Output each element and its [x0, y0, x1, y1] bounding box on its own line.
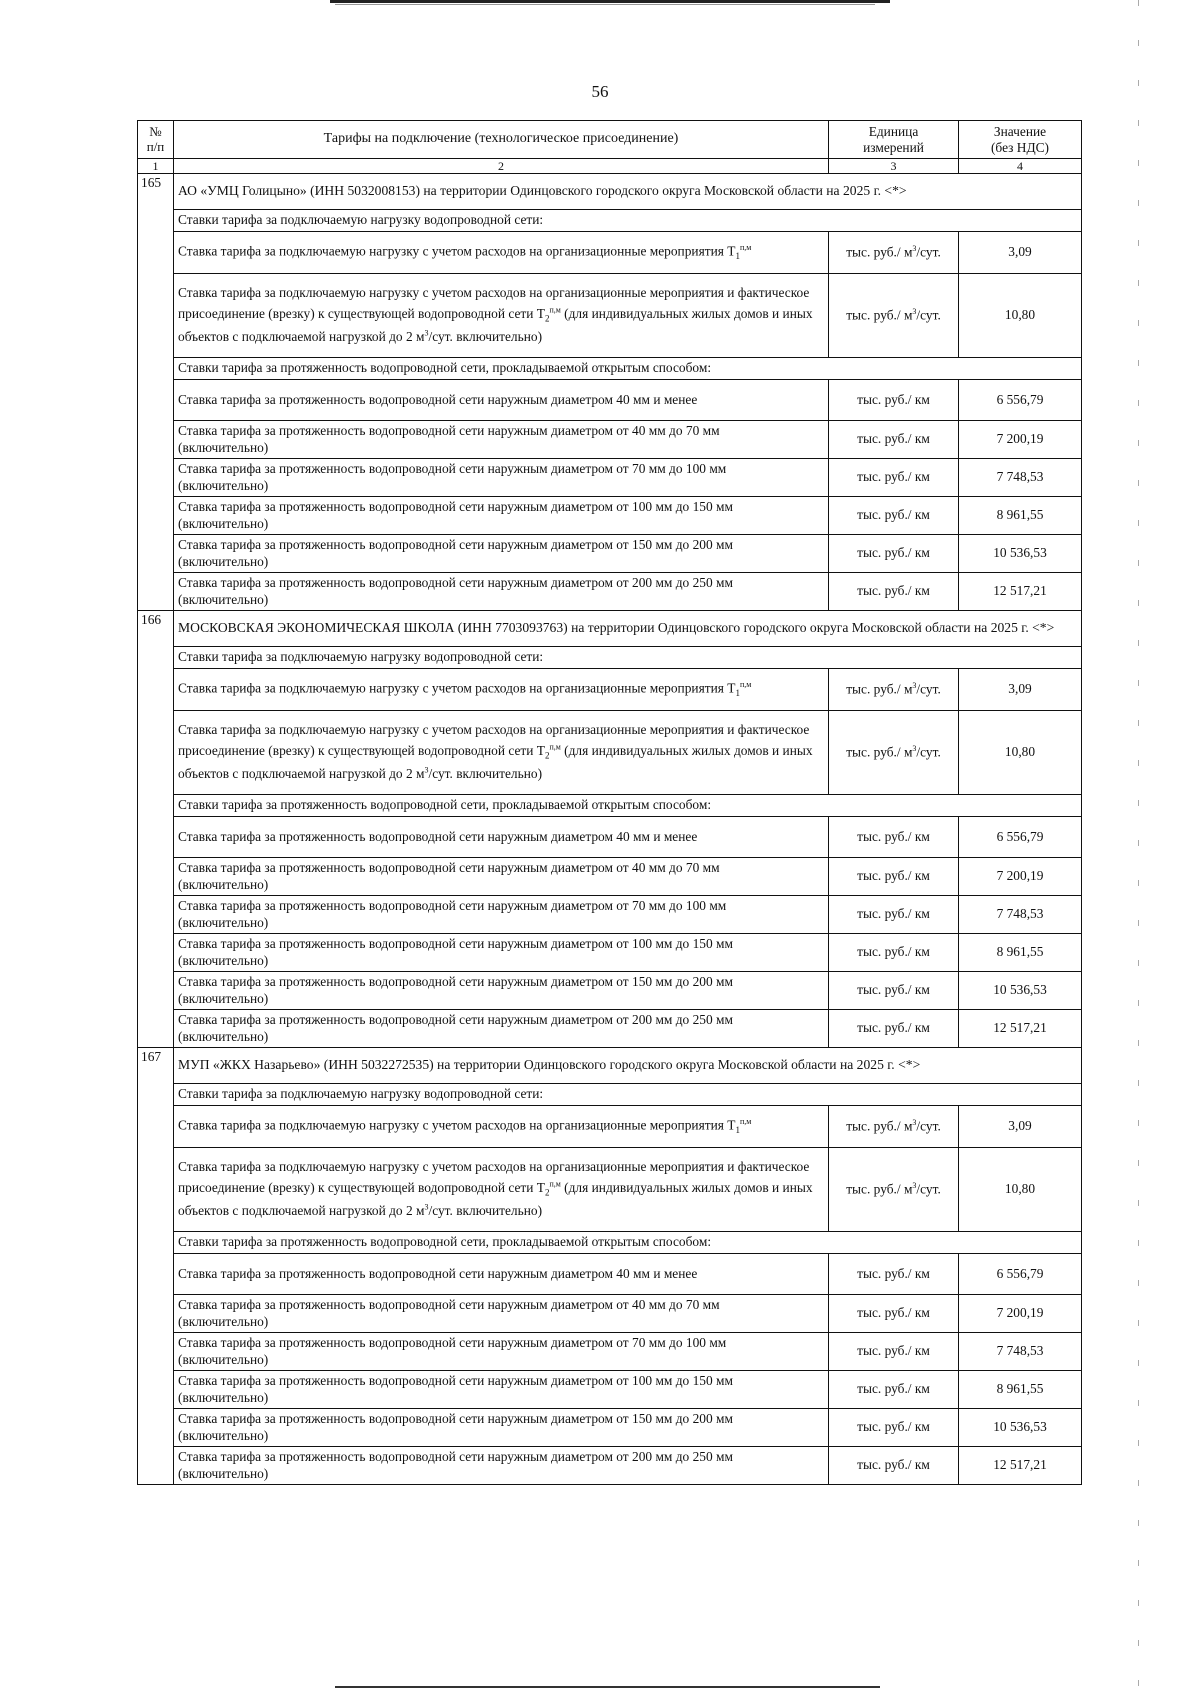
rate-unit: тыс. руб./ км [829, 858, 959, 896]
table-row [138, 421, 1082, 459]
rate-label [174, 669, 829, 711]
unit-sup: 3 [912, 244, 917, 254]
section-number: 166 [138, 611, 174, 1048]
rate-value: 8 961,55 [959, 934, 1082, 972]
rate-label-sub: 2 [544, 750, 550, 761]
rate-unit [829, 232, 959, 274]
rate-label: Ставка тарифа за протяженность водопроводной сети наружным диаметром от 100 мм до 150 мм (включительно) [174, 934, 829, 972]
unit-text: тыс. руб./ м [846, 307, 913, 323]
rate-label-sup: п,м [549, 1179, 561, 1189]
col-index-2: 2 [174, 159, 829, 174]
col-index-1: 1 [138, 159, 174, 174]
table-row [138, 1295, 1082, 1333]
rate-label-sub: 1 [735, 1125, 740, 1136]
table-body [138, 174, 1082, 1485]
rate-value: 7 748,53 [959, 896, 1082, 934]
rate-value: 3,09 [959, 669, 1082, 711]
length-heading-row [138, 358, 1082, 380]
table-row [138, 497, 1082, 535]
rate-label: Ставка тарифа за протяженность водопроводной сети наружным диаметром от 40 мм до 70 мм (включительно) [174, 1295, 829, 1333]
rate-value: 3,09 [959, 232, 1082, 274]
table-row [138, 1371, 1082, 1409]
header-unit: Единица измерений [829, 121, 959, 159]
table-row [138, 459, 1082, 497]
rate-label: Ставка тарифа за протяженность водопроводной сети наружным диаметром 40 мм и менее [174, 1254, 829, 1295]
unit-text-end: /сут. [916, 1181, 941, 1197]
rate-label-text: Ставка тарифа за подключаемую нагрузку с учетом расходов на организационные мероприятия и фактическое присоединение (врезку) к существующей водопроводной сети T [178, 285, 810, 322]
table-row [138, 972, 1082, 1010]
rate-label: Ставка тарифа за протяженность водопроводной сети наружным диаметром от 150 мм до 200 мм (включительно) [174, 535, 829, 573]
rate-label-text: Ставка тарифа за подключаемую нагрузку с учетом расходов на организационные мероприятия T [178, 680, 736, 696]
load-heading-row [138, 647, 1082, 669]
rate-label: Ставка тарифа за протяженность водопроводной сети наружным диаметром от 200 мм до 250 мм (включительно) [174, 1447, 829, 1485]
col-index-4: 4 [959, 159, 1082, 174]
rate-label: Ставка тарифа за протяженность водопроводной сети наружным диаметром от 200 мм до 250 мм (включительно) [174, 573, 829, 611]
rate-value: 10 536,53 [959, 972, 1082, 1010]
section-org-row [138, 611, 1082, 647]
rate-label [174, 1148, 829, 1232]
unit-sup: 3 [912, 1118, 917, 1128]
rate-label-tail-sup: 3 [424, 765, 429, 775]
rate-label: Ставка тарифа за протяженность водопроводной сети наружным диаметром от 40 мм до 70 мм (включительно) [174, 858, 829, 896]
rate-label-sup: п,м [739, 243, 752, 253]
load-heading: Ставки тарифа за подключаемую нагрузку водопроводной сети: [174, 1084, 1082, 1106]
section-number: 165 [138, 174, 174, 611]
rate-label [174, 711, 829, 795]
rate-label-sup: п,м [549, 305, 561, 315]
rate-label-tail: (для индивидуальных жилых домов и иных объектов с подключаемой нагрузкой до 2 м [178, 306, 813, 344]
rate-label-tail: (для индивидуальных жилых домов и иных объектов с подключаемой нагрузкой до 2 м [178, 743, 813, 781]
unit-text: тыс. руб./ м [846, 1181, 913, 1197]
rate-value: 10 536,53 [959, 535, 1082, 573]
rate-label-tail-end: /сут. включительно) [428, 328, 543, 344]
rate-unit: тыс. руб./ км [829, 497, 959, 535]
col-index-3: 3 [829, 159, 959, 174]
table-row [138, 535, 1082, 573]
length-heading-row [138, 795, 1082, 817]
rate-label-tail: (для индивидуальных жилых домов и иных объектов с подключаемой нагрузкой до 2 м [178, 1180, 813, 1218]
load-heading: Ставки тарифа за подключаемую нагрузку водопроводной сети: [174, 647, 1082, 669]
rate-label-tail-end: /сут. включительно) [428, 765, 543, 781]
rate-value: 12 517,21 [959, 1010, 1082, 1048]
rate-value: 6 556,79 [959, 380, 1082, 421]
unit-text: тыс. руб./ м [846, 744, 913, 760]
rate-value: 8 961,55 [959, 497, 1082, 535]
rate-value: 10 536,53 [959, 1409, 1082, 1447]
rate-label [174, 232, 829, 274]
scan-edge-top [330, 0, 890, 3]
length-heading: Ставки тарифа за протяженность водопроводной сети, прокладываемой открытым способом: [174, 1232, 1082, 1254]
tariffs-table [137, 120, 1082, 1485]
section-org-row [138, 174, 1082, 210]
rate-label: Ставка тарифа за протяженность водопроводной сети наружным диаметром от 150 мм до 200 мм (включительно) [174, 1409, 829, 1447]
table-row [138, 573, 1082, 611]
table-row [138, 934, 1082, 972]
load-heading-row [138, 210, 1082, 232]
table-row [138, 858, 1082, 896]
rate-value: 10,80 [959, 1148, 1082, 1232]
rate-value: 8 961,55 [959, 1371, 1082, 1409]
rate-label-sup: п,м [739, 1117, 752, 1127]
unit-text-end: /сут. [916, 307, 941, 323]
rate-label: Ставка тарифа за протяженность водопроводной сети наружным диаметром 40 мм и менее [174, 817, 829, 858]
rate-label-tail-sup: 3 [424, 328, 429, 338]
section-org-name: МУП «ЖКХ Назарьево» (ИНН 5032272535) на территории Одинцовского городского округа Московской области на 2025 г. <*> [174, 1048, 1082, 1084]
rate-label-sub: 2 [544, 1187, 550, 1198]
rate-unit: тыс. руб./ км [829, 896, 959, 934]
rate-value: 12 517,21 [959, 573, 1082, 611]
table-row [138, 1106, 1082, 1148]
rate-unit [829, 711, 959, 795]
rate-label: Ставка тарифа за протяженность водопроводной сети наружным диаметром от 70 мм до 100 мм (включительно) [174, 1333, 829, 1371]
scan-edge-bottom [335, 1686, 880, 1688]
rate-label: Ставка тарифа за протяженность водопроводной сети наружным диаметром от 40 мм до 70 мм (включительно) [174, 421, 829, 459]
section-org-name: АО «УМЦ Голицыно» (ИНН 5032008153) на территории Одинцовского городского округа Московской области на 2025 г. <*> [174, 174, 1082, 210]
rate-label-sup: п,м [549, 742, 561, 752]
rate-unit: тыс. руб./ км [829, 1254, 959, 1295]
rate-value: 7 200,19 [959, 858, 1082, 896]
table-row [138, 1010, 1082, 1048]
length-heading: Ставки тарифа за протяженность водопроводной сети, прокладываемой открытым способом: [174, 358, 1082, 380]
rate-unit: тыс. руб./ км [829, 1333, 959, 1371]
scan-edge-top-line [335, 4, 875, 5]
rate-value: 12 517,21 [959, 1447, 1082, 1485]
rate-label: Ставка тарифа за протяженность водопроводной сети наружным диаметром от 100 мм до 150 мм (включительно) [174, 497, 829, 535]
rate-value: 7 200,19 [959, 421, 1082, 459]
rate-label-text: Ставка тарифа за подключаемую нагрузку с учетом расходов на организационные мероприятия T [178, 1117, 736, 1133]
table-row [138, 1409, 1082, 1447]
rate-unit: тыс. руб./ км [829, 535, 959, 573]
table-row [138, 669, 1082, 711]
rate-label-text: Ставка тарифа за подключаемую нагрузку с учетом расходов на организационные мероприятия и фактическое присоединение (врезку) к существующей водопроводной сети T [178, 722, 810, 759]
rate-label: Ставка тарифа за протяженность водопроводной сети наружным диаметром от 200 мм до 250 мм (включительно) [174, 1010, 829, 1048]
rate-unit: тыс. руб./ км [829, 934, 959, 972]
rate-label-text: Ставка тарифа за подключаемую нагрузку с учетом расходов на организационные мероприятия и фактическое присоединение (врезку) к существующей водопроводной сети T [178, 1159, 810, 1196]
length-heading-row [138, 1232, 1082, 1254]
rate-unit: тыс. руб./ км [829, 1295, 959, 1333]
rate-value: 7 200,19 [959, 1295, 1082, 1333]
page-number: 56 [591, 82, 609, 101]
unit-text-end: /сут. [916, 244, 941, 260]
table-row [138, 1333, 1082, 1371]
rate-label-sup: п,м [739, 680, 752, 690]
rate-label-sub: 2 [544, 313, 550, 324]
table-row [138, 380, 1082, 421]
rate-unit: тыс. руб./ км [829, 459, 959, 497]
rate-unit [829, 274, 959, 358]
table-row [138, 896, 1082, 934]
header-value: Значение (без НДС) [959, 121, 1082, 159]
unit-sup: 3 [912, 307, 917, 317]
header-name: Тарифы на подключение (технологическое присоединение) [174, 121, 829, 159]
unit-text-end: /сут. [916, 1118, 941, 1134]
table-row [138, 711, 1082, 795]
section-number: 167 [138, 1048, 174, 1485]
rate-unit: тыс. руб./ км [829, 1409, 959, 1447]
rate-label: Ставка тарифа за протяженность водопроводной сети наружным диаметром 40 мм и менее [174, 380, 829, 421]
length-heading: Ставки тарифа за протяженность водопроводной сети, прокладываемой открытым способом: [174, 795, 1082, 817]
unit-sup: 3 [912, 744, 917, 754]
rate-value: 6 556,79 [959, 817, 1082, 858]
rate-value: 3,09 [959, 1106, 1082, 1148]
rate-label [174, 274, 829, 358]
rate-value: 10,80 [959, 274, 1082, 358]
rate-label: Ставка тарифа за протяженность водопроводной сети наружным диаметром от 70 мм до 100 мм (включительно) [174, 896, 829, 934]
table-row [138, 1148, 1082, 1232]
table-row [138, 274, 1082, 358]
rate-label: Ставка тарифа за протяженность водопроводной сети наружным диаметром от 100 мм до 150 мм (включительно) [174, 1371, 829, 1409]
rate-unit: тыс. руб./ км [829, 573, 959, 611]
rate-unit: тыс. руб./ км [829, 380, 959, 421]
table-row [138, 1254, 1082, 1295]
unit-text: тыс. руб./ м [846, 244, 913, 260]
rate-unit: тыс. руб./ км [829, 1447, 959, 1485]
rate-unit: тыс. руб./ км [829, 421, 959, 459]
rate-value: 10,80 [959, 711, 1082, 795]
rate-unit: тыс. руб./ км [829, 972, 959, 1010]
rate-unit: тыс. руб./ км [829, 1010, 959, 1048]
table-header-row [138, 121, 1082, 159]
rate-label: Ставка тарифа за протяженность водопроводной сети наружным диаметром от 70 мм до 100 мм (включительно) [174, 459, 829, 497]
unit-text-end: /сут. [916, 744, 941, 760]
unit-text-end: /сут. [916, 681, 941, 697]
section-org-row [138, 1048, 1082, 1084]
table-row [138, 1447, 1082, 1485]
load-heading: Ставки тарифа за подключаемую нагрузку водопроводной сети: [174, 210, 1082, 232]
rate-label-sub: 1 [735, 251, 740, 262]
rate-label [174, 1106, 829, 1148]
rate-unit [829, 1148, 959, 1232]
rate-label-text: Ставка тарифа за подключаемую нагрузку с учетом расходов на организационные мероприятия T [178, 243, 736, 259]
scan-edge-right [1138, 0, 1139, 1691]
table-row [138, 232, 1082, 274]
rate-value: 7 748,53 [959, 459, 1082, 497]
load-heading-row [138, 1084, 1082, 1106]
column-index-row [138, 159, 1082, 174]
rate-unit: тыс. руб./ км [829, 1371, 959, 1409]
rate-unit: тыс. руб./ км [829, 817, 959, 858]
rate-value: 7 748,53 [959, 1333, 1082, 1371]
unit-sup: 3 [912, 1181, 917, 1191]
rate-label-sub: 1 [735, 688, 740, 699]
rate-value: 6 556,79 [959, 1254, 1082, 1295]
rate-label-tail-end: /сут. включительно) [428, 1202, 543, 1218]
section-org-name: МОСКОВСКАЯ ЭКОНОМИЧЕСКАЯ ШКОЛА (ИНН 7703093763) на территории Одинцовского городского округа Московской области на 2025 г. <*> [174, 611, 1082, 647]
unit-text: тыс. руб./ м [846, 681, 913, 697]
rate-label: Ставка тарифа за протяженность водопроводной сети наружным диаметром от 150 мм до 200 мм (включительно) [174, 972, 829, 1010]
unit-text: тыс. руб./ м [846, 1118, 913, 1134]
unit-sup: 3 [912, 681, 917, 691]
rate-unit [829, 1106, 959, 1148]
rate-label-tail-sup: 3 [424, 1202, 429, 1212]
rate-unit [829, 669, 959, 711]
table-row [138, 817, 1082, 858]
header-num: № п/п [138, 121, 174, 159]
